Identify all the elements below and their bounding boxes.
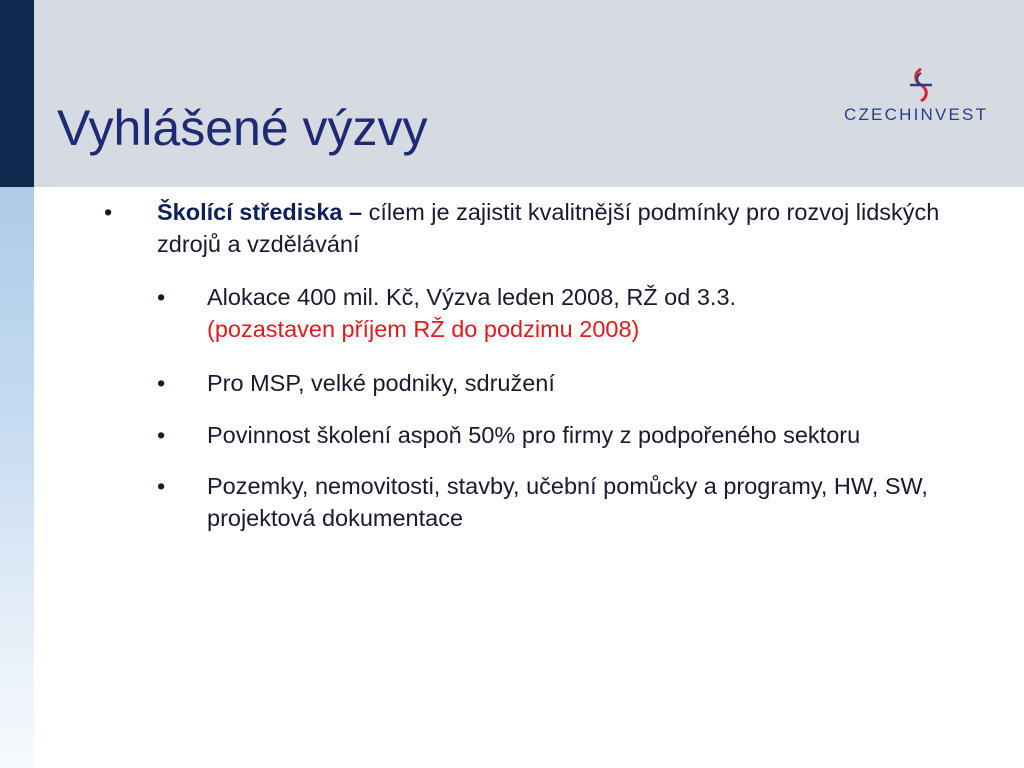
main-bullet-text — [157, 196, 1007, 260]
sub-bullet-allocation-note: (pozastaven příjem RŽ do podzimu 2008) — [207, 316, 640, 342]
main-bullet-body: cílem je zajistit kvalitnější podmínky pro rozvoj lidských zdrojů a vzdělávání — [157, 199, 940, 257]
slide-title: Vyhlášené výzvy — [57, 100, 428, 156]
sub-bullet-allocation — [207, 281, 1007, 345]
sub-bullet-eligible-costs: Pozemky, nemovitosti, stavby, učební pomůcky a programy, HW, SW, projektová dokumentace — [207, 473, 928, 531]
sub-bullet-marker: • — [157, 422, 166, 448]
sub-bullet-eligibility: Pro MSP, velké podniky, sdružení — [207, 370, 555, 396]
sub-bullet-marker: • — [157, 284, 166, 310]
sub-bullet-marker: • — [157, 370, 166, 396]
logo-invest-text: INVEST — [913, 105, 989, 124]
logo-czech-text: CZECH — [844, 105, 914, 124]
sub-bullet-allocation-text: Alokace 400 mil. Kč, Výzva leden 2008, RŽ od 3.3. — [207, 284, 737, 310]
sub-bullet-training-obligation: Povinnost školení aspoň 50% pro firmy z podpořeného sektoru — [207, 422, 861, 448]
sub-bullet-marker: • — [157, 473, 166, 499]
main-bullet-marker: • — [104, 199, 113, 225]
main-bullet-bold: Školící střediska – — [157, 199, 363, 225]
